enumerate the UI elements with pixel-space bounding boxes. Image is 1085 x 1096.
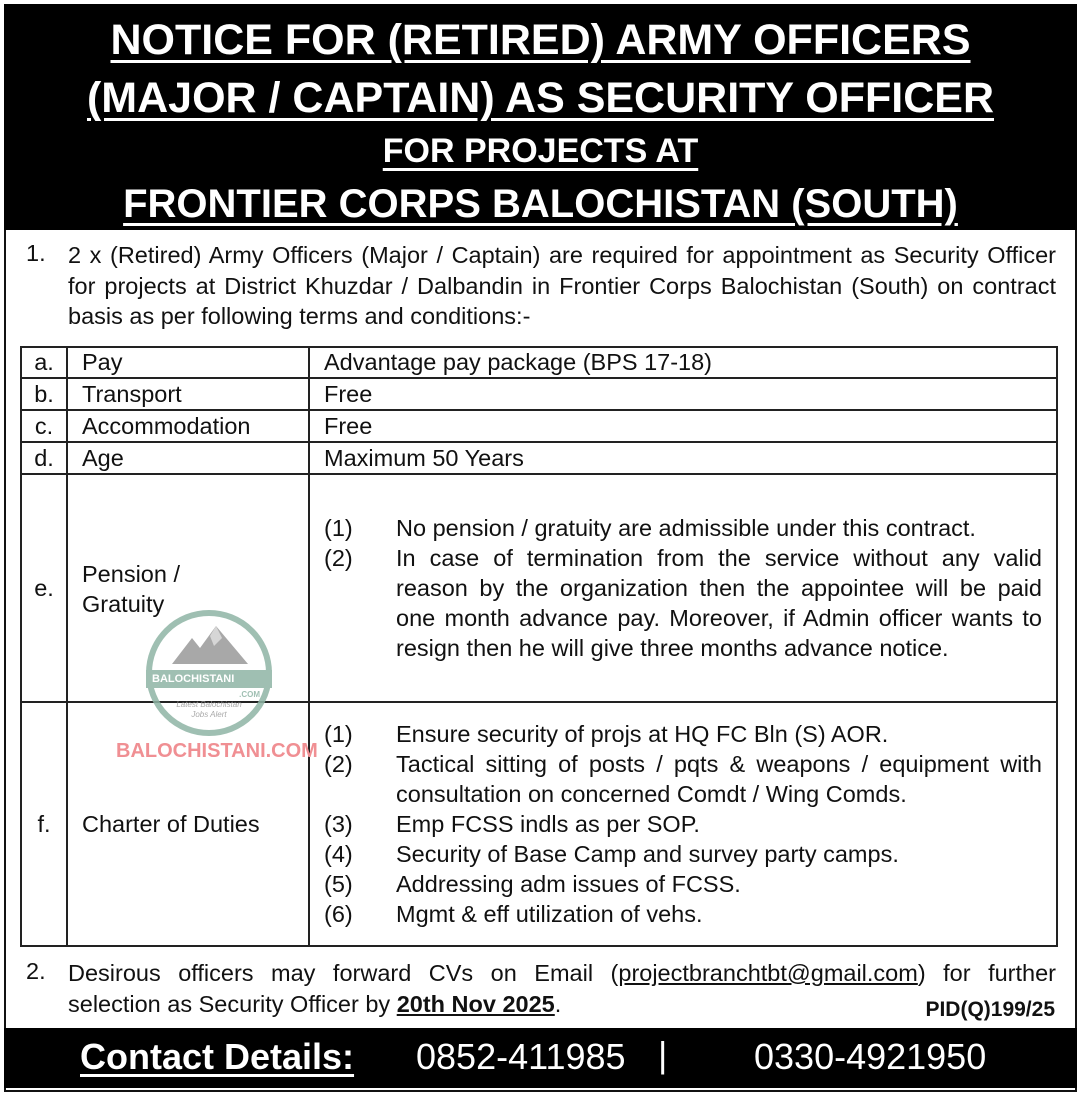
title-line-2: (MAJOR / CAPTAIN) AS SECURITY OFFICER [86, 74, 994, 122]
row-label: Age [67, 442, 309, 474]
row-label: Transport [67, 378, 309, 410]
table-row [21, 347, 1057, 378]
row-value: Free [309, 410, 1057, 442]
row-value [309, 702, 1057, 946]
row-letter: a. [21, 347, 67, 378]
pid-reference: PID(Q)199/25 [925, 998, 1055, 1021]
contact-footer [4, 1028, 1077, 1088]
table-row [21, 442, 1057, 474]
sub-item: (2) In case of termination from the service without any valid reason by the organization then the appointee will be paid one month advance pay. Moreover, if Admin officer wants to resign then he will give three months advance notice. [324, 545, 1042, 661]
table-row [21, 378, 1057, 410]
row-letter: d. [21, 442, 67, 474]
row-letter: c. [21, 410, 67, 442]
phone-separator: | [658, 1034, 668, 1075]
deadline-date: 20th Nov 2025 [396, 990, 555, 1017]
sub-item: (1) Ensure security of projs at HQ FC Bln (S) AOR. [324, 721, 889, 747]
sub-item: (4) Security of Base Camp and survey party camps. [324, 841, 899, 867]
notice-header [4, 4, 1077, 230]
row-letter: b. [21, 378, 67, 410]
row-label: Accommodation [67, 410, 309, 442]
row-value: Free [309, 378, 1057, 410]
sub-item: (5) Addressing adm issues of FCSS. [324, 871, 741, 897]
table-row [21, 410, 1057, 442]
table-row [21, 702, 1057, 946]
row-letter: e. [21, 474, 67, 702]
row-value [309, 474, 1057, 702]
para-2-text: Desirous officers may forward CVs on Email (projectbranchtbt@gmail.com) for further selection as Security Officer by 20th Nov 2025. [68, 960, 1056, 1017]
mountain-icon [170, 624, 250, 668]
title-line-1: NOTICE FOR (RETIRED) ARMY OFFICERS [110, 16, 971, 64]
para-1-number: 1. [26, 240, 46, 266]
para-1-text: 2 x (Retired) Army Officers (Major / Captain) are required for appointment as Security Officer for projects at District Khuzdar / Dalbandin in Frontier Corps Balochistan (South) on contract basis as per following terms and conditions:- [68, 242, 1056, 329]
watermark-badge: BALOCHISTANI .COM Latest Balochistan Jobs Alert [146, 610, 272, 736]
sub-item: (6) Mgmt & eff utilization of vehs. [324, 901, 703, 927]
phone-2[interactable]: 0330-4921950 [754, 1036, 987, 1077]
sub-item: (3) Emp FCSS indls as per SOP. [324, 811, 700, 837]
row-letter: f. [21, 702, 67, 946]
contact-label: Contact Details: [80, 1036, 355, 1077]
title-line-3: FOR PROJECTS AT [382, 132, 699, 170]
row-label: Charter of Duties [67, 702, 309, 946]
row-label: Pension / Gratuity [67, 474, 309, 702]
sub-item: (1) No pension / gratuity are admissible under this contract. [324, 515, 976, 541]
row-value: Maximum 50 Years [309, 442, 1057, 474]
para-2-number: 2. [26, 958, 46, 984]
email-link[interactable]: projectbranchtbt@gmail.com [618, 960, 918, 986]
sub-item: (2) Tactical sitting of posts / pqts & weapons / equipment with consultation on concerned Comdt / Wing Comds. [324, 751, 1042, 807]
phone-1[interactable]: 0852-411985 [416, 1036, 626, 1077]
title-line-4: FRONTIER CORPS BALOCHISTAN (SOUTH) [123, 182, 958, 226]
watermark-text: BALOCHISTANI.COM [116, 740, 318, 762]
row-label: Pay [67, 347, 309, 378]
row-value: Advantage pay package (BPS 17-18) [309, 347, 1057, 378]
